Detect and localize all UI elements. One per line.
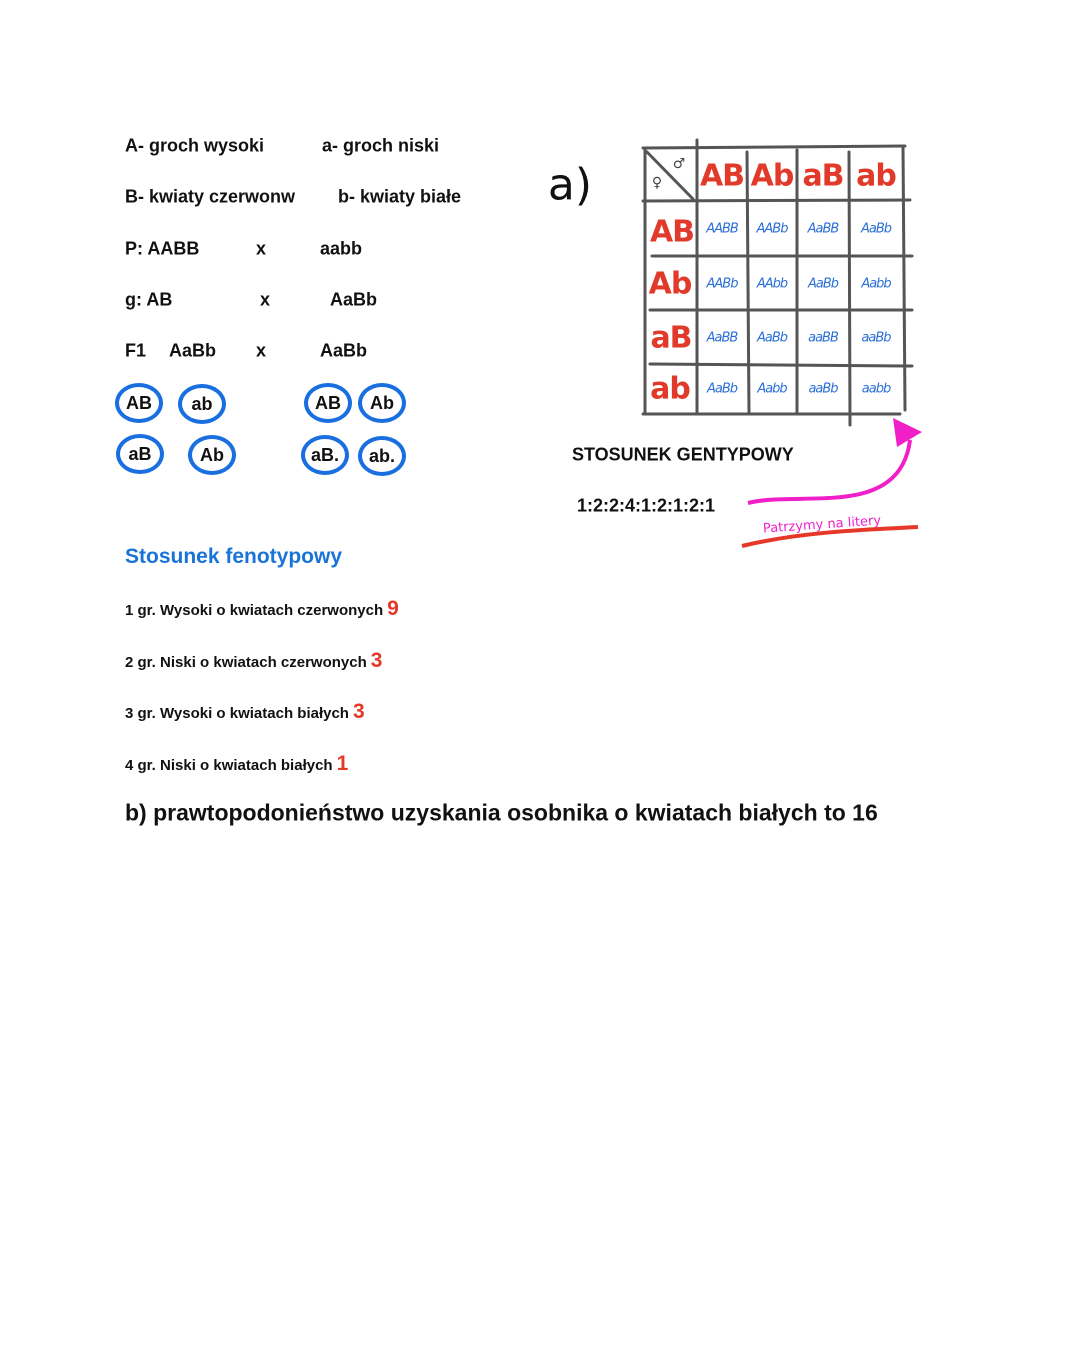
punnett-cell: AABB (706, 221, 738, 237)
punnett-cell: AaBb (706, 381, 738, 397)
handwritten-note: Patrzymy na litery (762, 513, 882, 537)
legend-a: a- groch niski (322, 135, 440, 156)
column-header: ab (856, 158, 896, 194)
gamete-circle: aB. (301, 435, 349, 475)
punnett-cell: AaBB (706, 330, 738, 346)
cross-x: x (256, 340, 267, 361)
legend-A: A- groch wysoki (125, 135, 265, 156)
punnett-cell: aaBb (808, 381, 838, 397)
gamete-circle: AB (115, 383, 163, 423)
phenotype-count: 1 (336, 752, 349, 775)
row-header: aB (650, 320, 692, 356)
p-generation: P: AABB (125, 238, 200, 259)
row-header: ab (650, 371, 690, 407)
arrow-head-icon (893, 418, 922, 447)
punnett-cell: AaBb (756, 330, 788, 346)
gamete-circle: Ab (358, 383, 406, 423)
phenotype-count: 3 (352, 700, 365, 723)
p-right: aabb (320, 238, 363, 259)
row-header: Ab (648, 266, 692, 302)
phenotype-label: 3 gr. Wysoki o kwiatach białych (125, 705, 349, 722)
punnett-cell: Aabb (757, 381, 787, 397)
column-header: aB (802, 158, 844, 194)
gamete-circle: ab. (358, 436, 406, 476)
corner-male: ♂ (672, 156, 686, 172)
answer-b: b) prawtopodonieństwo uzyskania osobnika o kwiatach białych to 16 (125, 799, 878, 826)
row-header: AB (649, 214, 695, 250)
gametes-right: AaBb (330, 289, 378, 310)
punnett-cell: AABb (756, 221, 788, 237)
phenotype-label: 1 gr. Wysoki o kwiatach czerwonych (125, 602, 384, 619)
cross-x: x (256, 238, 267, 259)
f1-right: AaBb (320, 340, 368, 361)
gamete-circle: ab (178, 384, 226, 424)
punnett-cell: AaBb (860, 221, 892, 237)
corner-female: ♀ (651, 175, 663, 191)
punnett-cell: AAbb (756, 276, 788, 292)
punnett-cell: AaBB (807, 221, 839, 237)
phenotype-count: 3 (370, 649, 383, 672)
punnett-cell: AaBb (807, 276, 839, 292)
legend-B: B- kwiaty czerwonw (125, 186, 296, 207)
punnett-cell: Aabb (861, 276, 891, 292)
phenotype-count: 9 (387, 597, 399, 620)
f1-label: F1 (125, 340, 147, 361)
punnett-cell: AABb (706, 276, 738, 292)
gamete-circle: AB (304, 383, 352, 423)
part-a-label: a) (547, 159, 593, 211)
gametes-label: g: AB (125, 289, 173, 310)
punnett-cell: aaBb (861, 330, 891, 346)
punnett-cell: aabb (861, 381, 891, 397)
cross-x: x (260, 289, 271, 310)
gamete-circle: Ab (188, 435, 236, 475)
genotype-ratio: 1:2:2:4:1:2:1:2:1 (577, 495, 716, 516)
f1-left: AaBb (169, 340, 217, 361)
column-header: AB (699, 158, 745, 194)
phenotype-title: Stosunek fenotypowy (125, 545, 343, 568)
gamete-circle: aB (116, 434, 164, 474)
phenotype-label: 2 gr. Niski o kwiatach czerwonych (125, 654, 367, 671)
punnett-cell: aaBB (808, 330, 838, 346)
legend-b: b- kwiaty białe (338, 186, 462, 207)
column-header: Ab (750, 158, 794, 194)
phenotype-label: 4 gr. Niski o kwiatach białych (125, 757, 333, 774)
genotype-title: STOSUNEK GENTYPOWY (572, 444, 794, 465)
